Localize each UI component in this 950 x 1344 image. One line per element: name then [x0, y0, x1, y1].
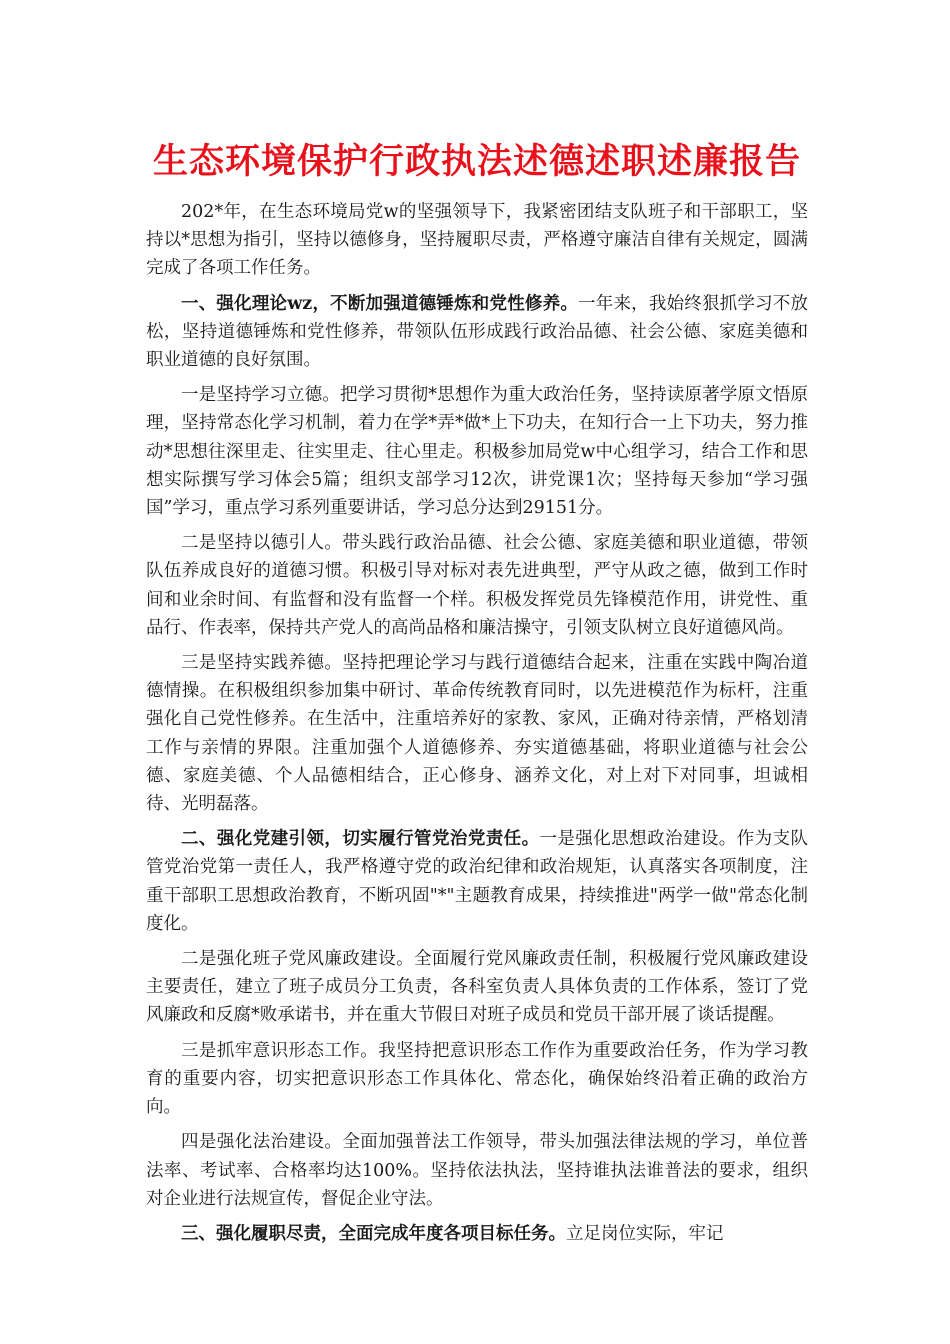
- paragraph-body: 二是强化班子党风廉政建设。全面履行党风廉政责任制，积极履行党风廉政建设主要责任，建立了班子成员分工负责，各科室负责人具体负责的工作体系，签订了党风廉政和反腐*败承诺书，并在重大节假日对班子成员和党员干部开展了谈话提醒。: [146, 949, 808, 1026]
- paragraph-body: 立足岗位实际，牢记: [566, 1223, 724, 1244]
- paragraph-body: 三是抓牢意识形态工作。我坚持把意识形态工作作为重要政治任务，作为学习教育的重要内容，切实把意识形态工作具体化、常态化，确保始终沿着正确的政治方向。: [146, 1040, 808, 1118]
- paragraph-practice: [146, 649, 808, 818]
- paragraph-study: [146, 381, 808, 522]
- section-heading: 三、强化履职尽责，全面完成年度各项目标任务。: [181, 1223, 566, 1244]
- paragraph-intro: [146, 198, 808, 283]
- paragraph-body: 四是强化法治建设。全面加强普法工作领导，带头加强法律法规的学习，单位普法率、考试率、合格率均达100%。坚持依法执法，坚持谁执法谁普法的要求，组织对企业进行法规宣传，督促企业守法。: [146, 1132, 808, 1209]
- paragraph-ideology: [146, 1037, 808, 1122]
- paragraph-section-1: [146, 290, 808, 375]
- paragraph-section-2: [146, 825, 808, 938]
- paragraph-body: 二是坚持以德引人。带头践行政治品德、社会公德、家庭美德和职业道德，带领队伍养成良好的道德习惯。积极引导对标对表先进典型，严守从政之德，做到工作时间和业余时间、有监督和没有监督一个样。积极发挥党员先锋模范作用，讲党性、重品行、作表率，保持共产党人的高尚品格和廉洁操守，引领支队树立良好道德风尚。: [146, 533, 808, 638]
- document-title: 生态环境保护行政执法述德述职述廉报告: [152, 141, 801, 182]
- paragraph-body: 三是坚持实践养德。坚持把理论学习与践行道德结合起来，注重在实践中陶冶道德情操。在积极组织参加集中研讨、革命传统教育同时，以先进模范作为标杆，注重强化自己党性修养。在生活中，注重培养好的家教、家风，正确对待亲情，严格划清工作与亲情的界限。注重加强个人道德修养、夯实道德基础，将职业道德与社会公德、家庭美德、个人品德相结合，正心修身、涵养文化，对上对下对同事，坦诚相待、光明磊落。: [146, 653, 808, 815]
- paragraph-section-3: [146, 1220, 808, 1248]
- section-heading: 一、强化理论wz，不断加强道德锤炼和党性修养。: [181, 293, 579, 314]
- paragraph-rule-of-law: [146, 1128, 808, 1213]
- section-heading: 二、强化党建引领，切实履行管党治党责任。: [181, 829, 540, 850]
- paragraph-body: 202*年，在生态环境局党w的坚强领导下，我紧密团结支队班子和干部职工，坚持以*思想为指引，坚持以德修身，坚持履职尽责，严格遵守廉洁自律有关规定，圆满完成了各项工作任务。: [146, 202, 808, 279]
- paragraph-body: 一年来，我始终狠抓学习不放松，坚持道德锤炼和党性修养，带领队伍形成践行政治品德、社会公德、家庭美德和职业道德的良好氛围。: [146, 293, 808, 371]
- paragraph-integrity: [146, 945, 808, 1030]
- paragraph-body: 一是强化思想政治建设。作为支队管党治党第一责任人，我严格遵守党的政治纪律和政治规矩，认真落实各项制度，注重干部职工思想政治教育，不断巩固"*"主题教育成果，持续推进"两学一做"常态化制度化。: [146, 829, 809, 934]
- paragraph-virtue-lead: [146, 529, 808, 642]
- paragraph-body: 一是坚持学习立德。把学习贯彻*思想作为重大政治任务，坚持读原著学原文悟原理，坚持常态化学习机制，着力在学*弄*做*上下功夫，在知行合一上下功夫，努力推动*思想往深里走、往实里走、往心里走。积极参加局党w中心组学习，结合工作和思想实际撰写学习体会5篇；组织支部学习12次，讲党课1次；坚持每天参加“学习强国”学习，重点学习系列重要讲话，学习总分达到29151分。: [146, 385, 808, 519]
